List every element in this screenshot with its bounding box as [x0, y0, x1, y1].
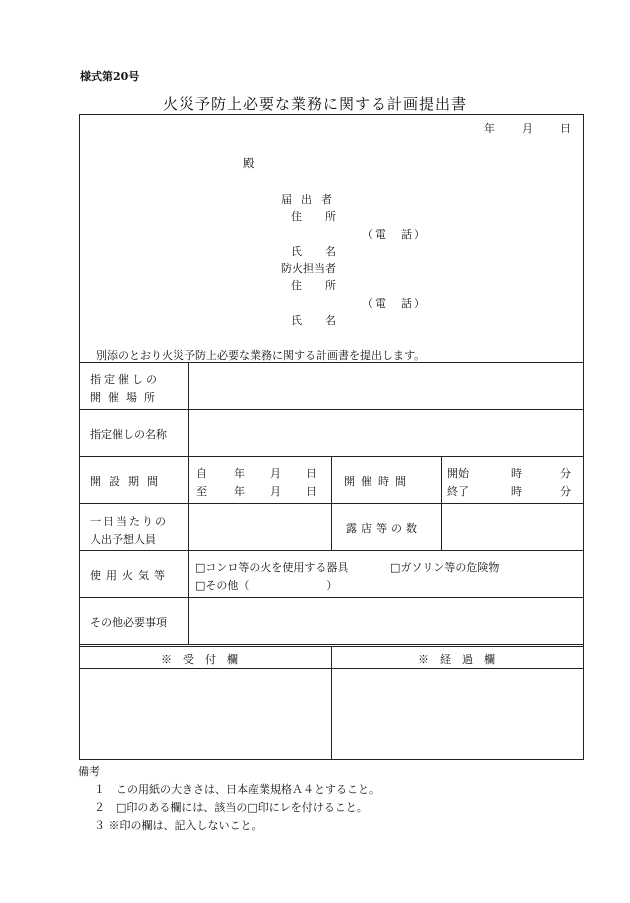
period-to-year: 年	[234, 485, 245, 498]
date-year-label: 年	[484, 122, 495, 135]
rule-name-top	[79, 409, 584, 410]
reception-header: ※ 受 付 欄	[161, 653, 238, 666]
fire-option-stove-checkbox[interactable]: □コンロ等の火を使用する器具	[195, 561, 349, 574]
period-to-prefix: 至	[196, 485, 207, 498]
fire-manager-heading: 防火担当者	[281, 262, 336, 275]
period-to-day: 日	[306, 485, 317, 498]
other-items-label: その他必要事項	[90, 616, 167, 629]
form-number: 様式第20号	[80, 70, 140, 83]
applicant-heading	[281, 191, 341, 207]
time-end-hour: 時	[511, 485, 522, 498]
time-start-label: 開始	[447, 467, 469, 480]
rule-middle-column	[331, 456, 332, 550]
applicant-name-label: 氏 名	[291, 245, 342, 258]
venue-label-line2: 開催場所	[90, 391, 162, 404]
applicant-phone-label: （電 話）	[362, 228, 427, 241]
addressee-suffix: 殿	[243, 156, 255, 170]
rule-other-top	[79, 597, 584, 598]
visitors-label-line2: 人出予想人員	[90, 533, 156, 546]
date-month-label: 月	[522, 122, 533, 135]
fire-option-gasoline-checkbox[interactable]: □ガソリン等の危険物	[390, 561, 500, 574]
time-start-hour: 時	[511, 467, 522, 480]
event-name-label: 指定催しの名称	[90, 428, 167, 441]
note-item-1: １ この用紙の大きさは、日本産業規格Ａ４とすること。	[94, 783, 380, 796]
period-from-prefix: 自	[196, 467, 207, 480]
venue-label-line1: 指定催しの	[90, 373, 160, 386]
stalls-label: 露店等の数	[346, 522, 421, 535]
notes-heading: 備考	[78, 765, 100, 778]
period-from-month: 月	[270, 467, 281, 480]
rule-right-column	[441, 456, 442, 550]
rule-label-column	[188, 362, 189, 644]
fire-manager-name-label: 氏 名	[291, 314, 342, 327]
fire-manager-phone-label: （電 話）	[362, 297, 427, 310]
applicant-heading-text: 届出者	[281, 193, 341, 206]
period-to-month: 月	[270, 485, 281, 498]
rule-venue-top	[79, 362, 584, 363]
progress-header: ※ 経 過 欄	[418, 653, 495, 666]
time-end-minute: 分	[560, 485, 571, 498]
fire-option-other-checkbox[interactable]: □その他（ ）	[195, 579, 338, 592]
period-from-day: 日	[306, 467, 317, 480]
note-item-2: ２ □印のある欄には、該当の□印にレを付けること。	[94, 801, 368, 814]
period-label: 開設期間	[90, 475, 166, 488]
note-item-3: ３ ※印の欄は、記入しないこと。	[94, 819, 263, 832]
time-start-minute: 分	[560, 467, 571, 480]
period-from-year: 年	[234, 467, 245, 480]
rule-fire-top	[79, 550, 584, 551]
visitors-label-line1: 一日当たりの	[90, 515, 168, 528]
time-end-label: 終了	[447, 485, 469, 498]
rule-reception-split	[331, 646, 332, 760]
date-day-label: 日	[560, 122, 571, 135]
form-title: 火災予防上必要な業務に関する計画提出書	[162, 95, 467, 113]
time-label: 開催時間	[344, 475, 412, 488]
rule-reception-top	[79, 644, 584, 645]
applicant-address-label: 住 所	[291, 210, 342, 223]
statement-text: 別添のとおり火災予防上必要な業務に関する計画書を提出します。	[96, 349, 426, 362]
fire-manager-address-label: 住 所	[291, 279, 342, 292]
fire-use-label: 使用火気等	[90, 569, 170, 582]
